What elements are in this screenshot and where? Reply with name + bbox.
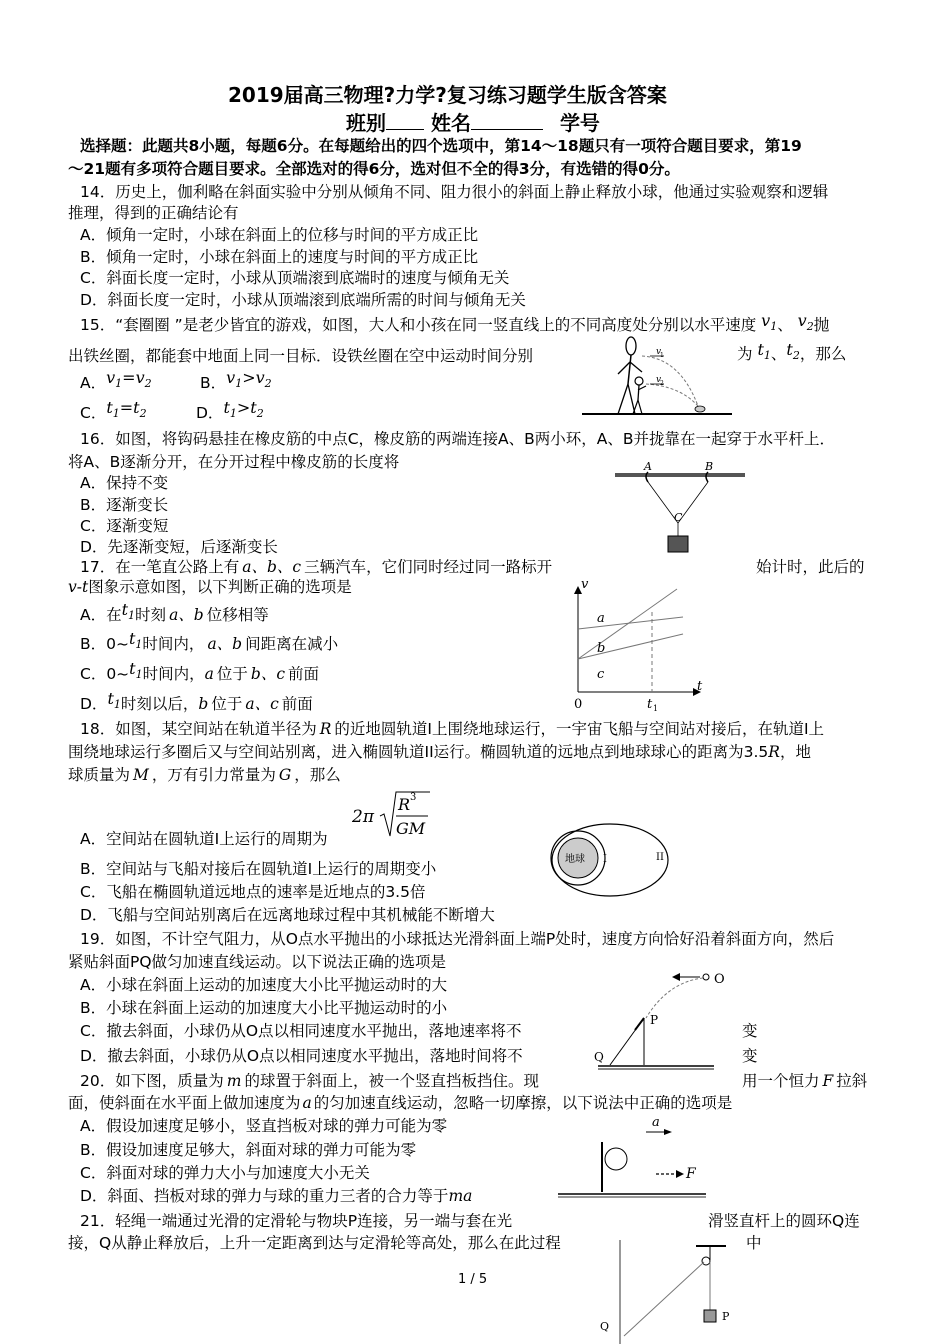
q19-option-b[interactable]: B．小球在斜面上运动的加速度大小比平抛运动时的小 [80, 999, 448, 1017]
student-info-line [346, 107, 600, 136]
fig-label-v1: v [656, 347, 662, 357]
fig-label-a: a [652, 1115, 660, 1130]
pulley-icon [702, 1257, 710, 1265]
q18-option-c[interactable]: C．飞船在椭圆轨道远地点的速率是近地点的3.5倍 [80, 883, 426, 901]
instructions-line-1: 选择题：此题共8小题，每题6分。在每题给出的四个选项中，第14～18题只有一项符合题目要求，第19 [80, 137, 802, 155]
q19-stem-1: 19．如图，不计空气阻力，从O点水平抛出的小球抵达光滑斜面上端P处时，速度方向恰好沿着斜面方向，然后 [80, 930, 835, 948]
q19-option-c-tail: 变 [742, 1022, 758, 1040]
q15-option-b[interactable]: B．$v_1>v_2$ [200, 368, 272, 392]
line-b [578, 589, 677, 659]
q14-stem-1: 14．历史上，伽利略在斜面实验中分别从倾角不同、阻力很小的斜面上静止释放小球，他通过实验观察和逻辑 [80, 183, 829, 201]
q21-figure [596, 1236, 746, 1344]
q17-stem-1c: 始计时，此后的 [756, 558, 865, 576]
q17-vt-graph [565, 574, 705, 714]
earth-label: 地球 [565, 854, 585, 865]
q20-option-d[interactable]: D．斜面、挡板对球的弹力与球的重力三者的合力等于ma [80, 1187, 473, 1205]
q19-stem-2: 紧贴斜面PQ做匀加速直线运动。以下说法正确的选项是 [68, 953, 447, 971]
fig-label-v2: v [656, 375, 662, 385]
q21-stem-1b: 滑竖直杆上的圆环Q连 [708, 1212, 860, 1230]
q16-option-c[interactable]: C．逐渐变短 [80, 517, 169, 535]
q19-option-c[interactable]: C．撤去斜面，小球仍从O点以相同速度水平抛出，落地速率将不 [80, 1022, 522, 1040]
q16-stem-1: 16．如图，将钩码悬挂在橡皮筋的中点C，橡皮筋的两端连接A、B两小环，A、B并拢靠在一起穿于水平杆上． [80, 430, 836, 448]
q17-option-d[interactable]: D．$t_1$时刻以后，b 位于 a、c 前面 [80, 689, 313, 713]
name-blank[interactable] [471, 111, 543, 130]
q18-orbit-figure [548, 822, 673, 902]
fig-label-v2-sub: 2 [660, 380, 664, 387]
q18-period-formula [350, 786, 432, 842]
class-blank[interactable] [386, 111, 424, 130]
q19-option-d-tail: 变 [742, 1047, 758, 1065]
q18-stem-1: 18．如图，某空间站在轨道半径为 R 的近地圆轨道Ⅰ上围绕地球运行，一宇宙飞船与空间站对接后，在轨道Ⅰ上 [80, 720, 825, 738]
formula-denominator: GM [396, 819, 426, 838]
line-label-b: b [597, 641, 606, 656]
q17-option-c[interactable]: C．$0\sim t_1$时间内，a 位于 b、c 前面 [80, 659, 320, 683]
tick-label-t1-sub: 1 [653, 704, 659, 713]
q15-figure [580, 334, 735, 420]
fig-label-q: Q [600, 1320, 610, 1333]
orbit-label-ii: II [656, 852, 664, 863]
q20-stem-2: 面，使斜面在水平面上做加速度为 a 的匀加速直线运动，忽略一切摩擦，以下说法中正确的选项是 [68, 1094, 733, 1112]
axis-label-t: t [697, 679, 703, 694]
origin-label: 0 [574, 697, 583, 712]
id-label: 学号 [559, 111, 600, 135]
line-a [578, 617, 683, 629]
q15-stem-2a: 出铁丝圈，都能套中地面上同一目标．设铁丝圈在空中运动时间分别 [68, 347, 534, 365]
q20-option-a[interactable]: A．假设加速度足够小，竖直挡板对球的弹力可能为零 [80, 1117, 448, 1135]
q16-option-d[interactable]: D．先逐渐变短，后逐渐变长 [80, 538, 278, 556]
q21-stem-1a: 21．轻绳一端通过光滑的定滑轮与物块P连接，另一端与套在光 [80, 1212, 513, 1230]
q20-stem-1c: 用一个恒力 F 拉斜 [742, 1072, 868, 1090]
fig-label-b: B [705, 460, 714, 473]
line-label-c: c [597, 667, 605, 682]
q17-stem-2: v-t图象示意如图，以下判断正确的选项是 [68, 578, 352, 596]
line-label-a: a [597, 611, 605, 626]
rope [624, 1262, 704, 1336]
orbit-label-i: I [603, 854, 607, 865]
formula-exponent: 3 [410, 792, 417, 803]
q16-stem-2: 将A、B逐渐分开，在分开过程中橡皮筋的长度将 [68, 453, 400, 471]
q20-figure [556, 1112, 712, 1204]
fig-label-f: F [686, 1166, 696, 1182]
q15-stem-1: 15．“套圈圈 ”是老少皆宜的游戏，如图，大人和小孩在同一竖直线上的不同高度处分别以水平速度 $v_1$、 $v_2$抛 [80, 311, 830, 334]
q14-option-d[interactable]: D．斜面长度一定时，小球从顶端滚到底端所需的时间与倾角无关 [80, 291, 526, 309]
target-icon [695, 406, 705, 412]
q15-stem-2b: 为 $t_1$、$t_2$，那么 [737, 340, 847, 363]
fig-label-p: P [650, 1013, 659, 1027]
q16-option-b[interactable]: B．逐渐变长 [80, 496, 169, 514]
instructions-line-2: ～21题有多项符合题目要求。全部选对的得6分，选对但不全的得3分，有选错的得0分。 [68, 160, 680, 178]
formula-numerator: R [398, 795, 411, 814]
q18-stem-2: 围绕地球运行多圈后又与空间站别离，进入椭圆轨道II运行。椭圆轨道的远地点到地球球心的距离为3.5R，地 [68, 743, 811, 761]
name-label: 姓名 [430, 111, 471, 135]
q18-stem-3: 球质量为 M ，万有引力常量为 G ，那么 [68, 766, 341, 784]
q20-option-b[interactable]: B．假设加速度足够大，斜面对球的弹力可能为零 [80, 1141, 417, 1159]
fig-label-c: C [674, 511, 683, 524]
q14-option-b[interactable]: B．倾角一定时，小球在斜面上的速度与时间的平方成正比 [80, 248, 479, 266]
page-title: 2019届高三物理?力学?复习练习题学生版含答案 [228, 83, 667, 107]
q21-stem-2a: 接，Q从静止释放后，上升一定距离到达与定滑轮等高处，那么在此过程 [68, 1234, 561, 1252]
q20-option-c[interactable]: C．斜面对球的弹力大小与加速度大小无关 [80, 1164, 370, 1182]
q14-option-a[interactable]: A．倾角一定时，小球在斜面上的位移与时间的平方成正比 [80, 226, 479, 244]
q18-option-d[interactable]: D．飞船与空间站别离后在远离地球过程中其机械能不断增大 [80, 906, 495, 924]
q14-option-c[interactable]: C．斜面长度一定时，小球从顶端滚到底端时的速度与倾角无关 [80, 269, 510, 287]
fig-label-a: A [644, 460, 652, 473]
q21-stem-2b: 中 [746, 1234, 762, 1252]
q19-figure [588, 966, 738, 1070]
q18-option-a[interactable]: A．空间站在圆轨道Ⅰ上运行的周期为 [80, 830, 328, 848]
fig-label-v1-sub: 1 [660, 352, 664, 359]
fig-label-o: O [714, 972, 725, 987]
fig-label-p: P [722, 1310, 730, 1323]
line-c [578, 634, 683, 659]
q16-option-a[interactable]: A．保持不变 [80, 474, 169, 492]
q17-option-a[interactable]: A．在$t_1$时刻 a、b 位移相等 [80, 600, 269, 624]
q17-option-b[interactable]: B．$0\sim t_1$时间内， a、b 间距离在减小 [80, 629, 339, 653]
page-number: 1 / 5 [458, 1272, 488, 1287]
q19-option-d[interactable]: D．撤去斜面，小球仍从O点以相同速度水平抛出，落地时间将不 [80, 1047, 523, 1065]
class-label: 班别 [346, 111, 386, 135]
axis-label-v: v [581, 577, 589, 592]
q15-option-d[interactable]: D．$t_1>t_2$ [196, 398, 264, 422]
weight-icon [668, 536, 688, 552]
block-p-icon [704, 1310, 716, 1322]
tick-label-t1: t [647, 697, 653, 712]
q15-option-c[interactable]: C．$t_1=t_2$ [80, 398, 147, 422]
q17-stem-1: 17．在一笔直公路上有 a、b、c 三辆汽车，它们同时经过同一路标开 [80, 558, 553, 576]
q20-stem-1: 20．如下图，质量为 m 的球置于斜面上，被一个竖直挡板挡住。现 [80, 1072, 539, 1090]
q19-option-a[interactable]: A．小球在斜面上运动的加速度大小比平抛运动时的大 [80, 976, 448, 994]
formula-2pi: 2π [352, 807, 374, 827]
q15-option-a[interactable]: A．$v_1=v_2$ [80, 368, 152, 392]
fig-label-q: Q [594, 1050, 604, 1064]
q16-figure [610, 458, 750, 558]
q14-stem-2: 推理，得到的正确结论有 [68, 204, 239, 222]
q18-option-b[interactable]: B．空间站与飞船对接后在圆轨道Ⅰ上运行的周期变小 [80, 860, 437, 878]
